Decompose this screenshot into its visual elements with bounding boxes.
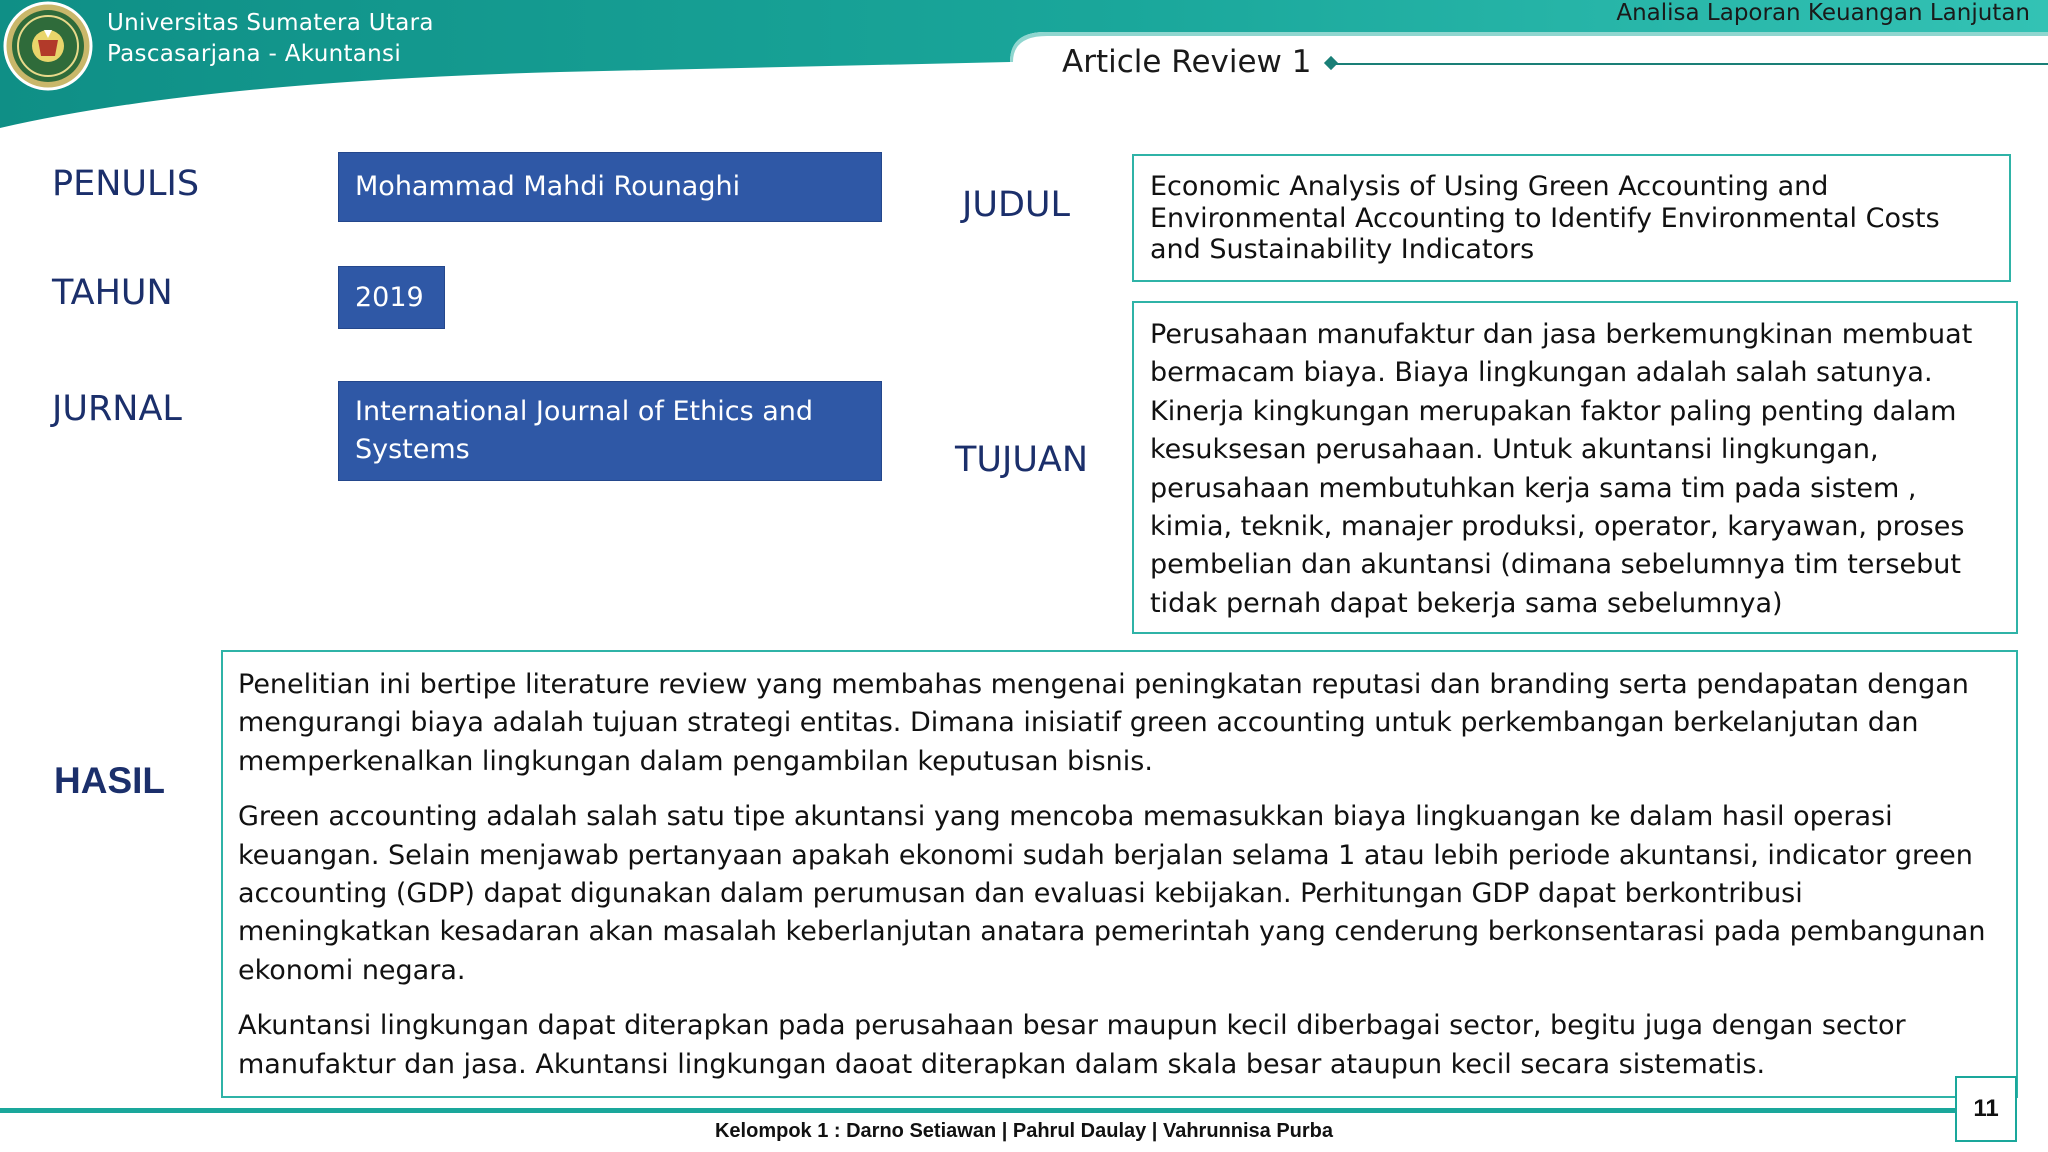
hasil-box — [221, 650, 2018, 1098]
penulis-label: PENULIS — [52, 164, 200, 204]
hasil-label: HASIL — [54, 760, 165, 801]
penulis-value-box — [338, 152, 882, 222]
tujuan-box — [1132, 301, 2018, 634]
tahun-label: TAHUN — [52, 273, 173, 313]
judul-value: Economic Analysis of Using Green Accounting and Environmental Accounting to Identify Environmental Costs and Sustainability Indicators — [1150, 171, 1940, 265]
hasil-paragraph-2: Green accounting adalah salah satu tipe akuntansi yang mencoba memasukkan biaya lingkuangan ke dalam hasil operasi keuangan. Selain menjawab pertanyaan apakah ekonomi sudah berjalan selama 1 atau lebih periode akuntansi, indicator green accounting (GDP) dapat digunakan dalam perumusan dan evaluasi kebijakan. Perhitungan GDP dapat berkontribusi meningkatkan kesadaran akan masalah keberlanjutan anatara pemerintah yang cenderung berkonsentarasi pada pembangunan ekonomi negara. — [238, 801, 1986, 986]
tujuan-label: TUJUAN — [955, 440, 1089, 480]
jurnal-value: International Journal of Ethics and Systems — [355, 396, 814, 465]
penulis-value: Mohammad Mahdi Rounaghi — [355, 171, 741, 202]
tujuan-value: Perusahaan manufaktur dan jasa berkemungkinan membuat bermacam biaya. Biaya lingkungan adalah salah satunya. Kinerja kingkungan merupakan faktor paling penting dalam kesuksesan perusahaan. Untuk akuntansi lingkungan, perusahaan membutuhkan kerja sama tim pada sistem , kimia, teknik, manajer produksi, operator, karyawan, proses pembelian dan akuntansi (dimana sebelumnya tim tersebut tidak pernah dapat bekerja sama sebelumnya) — [1150, 319, 1973, 619]
page-number-box — [1955, 1076, 2017, 1142]
faculty-name: Pascasarjana - Akuntansi — [107, 41, 402, 67]
article-review-title: Article Review 1 — [1062, 44, 1312, 80]
footer-group-text: Kelompok 1 : Darno Setiawan | Pahrul Daulay | Vahrunnisa Purba — [714, 1120, 1334, 1142]
footer-divider — [0, 1108, 1955, 1113]
course-title: Analisa Laporan Keuangan Lanjutan — [1616, 0, 2030, 26]
jurnal-label: JURNAL — [52, 389, 182, 429]
university-name: Universitas Sumatera Utara — [107, 10, 434, 36]
university-logo-icon — [5, 3, 91, 89]
jurnal-value-box — [338, 381, 882, 481]
tahun-value: 2019 — [355, 281, 424, 313]
hasil-paragraph-1: Penelitian ini bertipe literature review yang membahas mengenai peningkatan reputasi dan branding serta pendapatan dengan mengurangi biaya adalah tujuan strategi entitas. Dimana inisiatif green accounting untuk perkembangan berkelanjutan dan memperkenalkan lingkungan dalam pengambilan keputusan bisnis. — [238, 669, 1969, 777]
judul-box — [1132, 154, 2011, 282]
hasil-paragraph-3: Akuntansi lingkungan dapat diterapkan pada perusahaan besar maupun kecil diberbagai sector, begitu juga dengan sector manufaktur dan jasa. Akuntansi lingkungan daoat diterapkan dalam skala besar ataupun kecil secara sistematis. — [238, 1010, 1906, 1080]
page-number: 11 — [1973, 1095, 1999, 1122]
judul-label: JUDUL — [962, 185, 1071, 225]
tahun-value-box — [338, 266, 445, 329]
